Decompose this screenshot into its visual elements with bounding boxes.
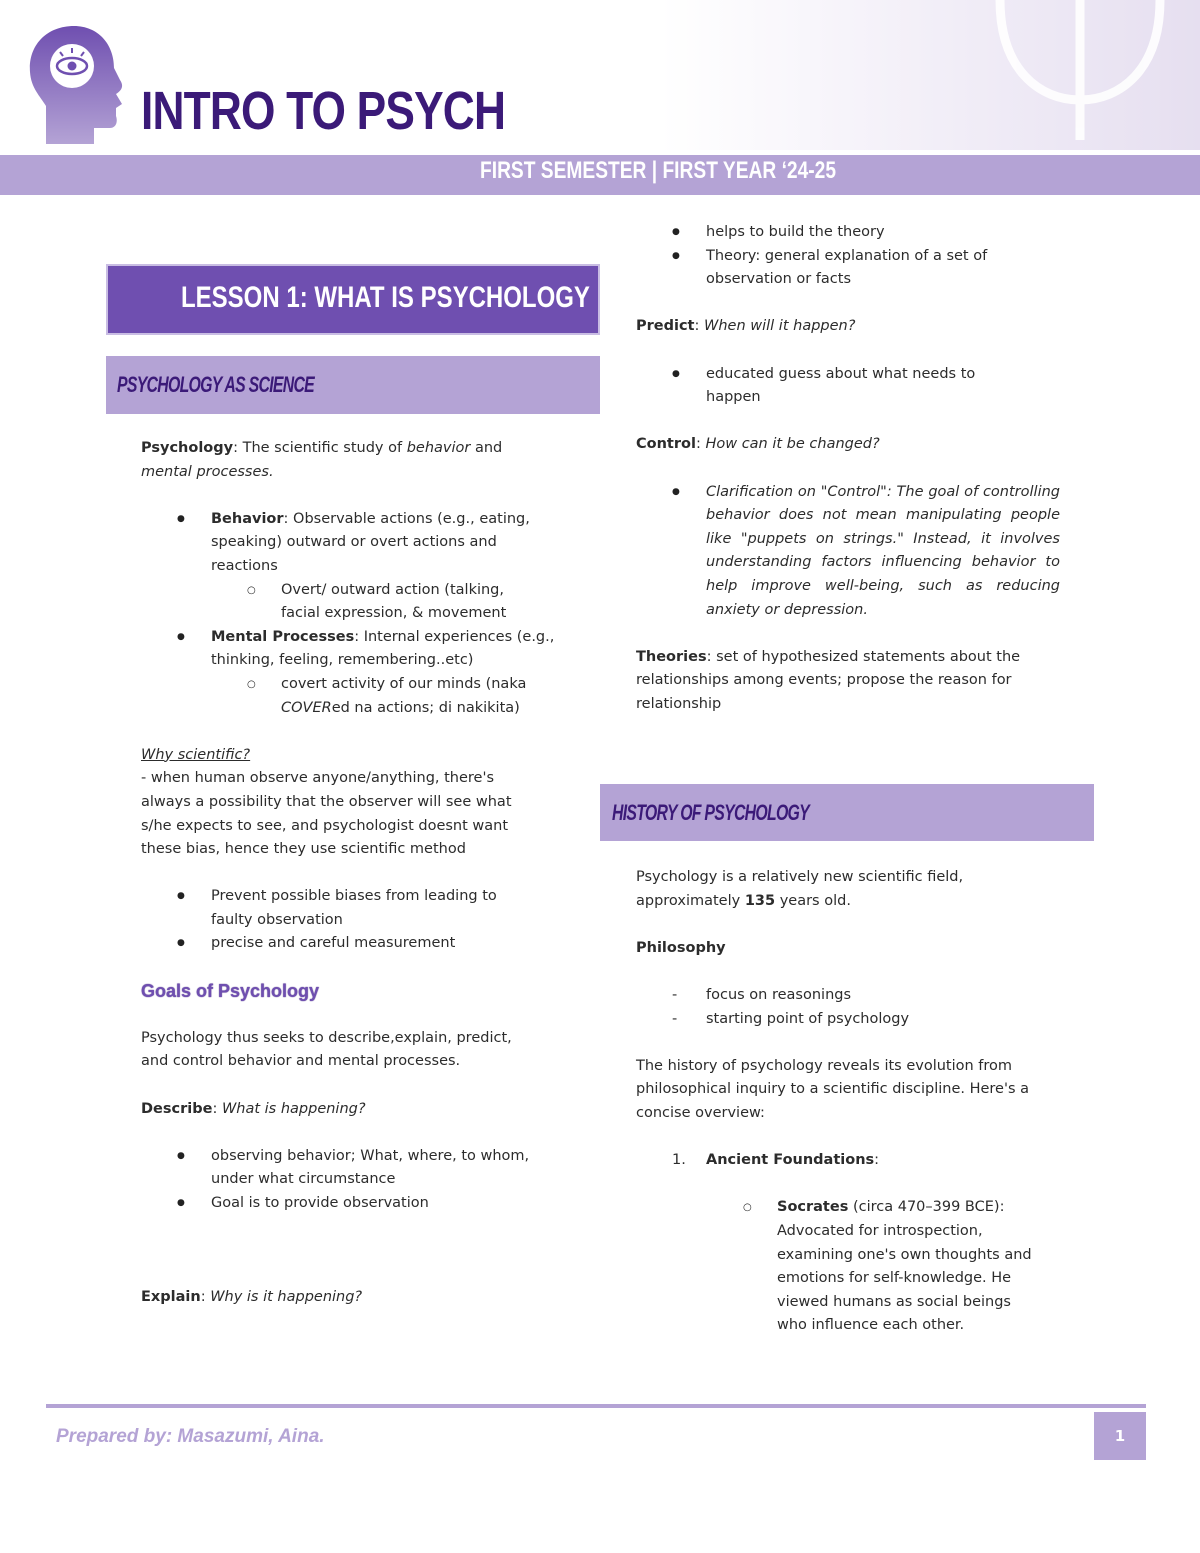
- philosophy-heading: Philosophy: [636, 939, 726, 956]
- section-heading-history-of-psychology: HISTORY OF PSYCHOLOGY: [612, 800, 810, 825]
- list-item: ● Prevent possible biases from leading to faulty observation: [211, 885, 581, 932]
- list-item: ○ Socrates (circa 470–399 BCE): Advocated for introspection, examining one's own thoughts and emotions for self-knowledge. He viewed humans as social beings who influence each other.: [777, 1196, 1076, 1338]
- head-eye-logo-icon: [24, 22, 128, 148]
- prepared-by: Prepared by: Masazumi, Aina.: [56, 1426, 325, 1447]
- list-item: ● precise and careful measurement: [211, 932, 581, 956]
- psychology-bullets: [141, 508, 581, 720]
- why-scientific-heading: Why scientific?: [141, 746, 251, 763]
- page-number: 1: [1094, 1412, 1146, 1460]
- right-column: ● helps to build the theory ● Theory: general explanation of a set of observation or facts Predict: When will it happen? ● educated guess about what needs to happen Control: How can it be changed? ● Clarification on "Control": The goal of controlling behavior does not mean manipulating people like "puppets on strings." Instead, it involves understanding factors influencing behavior to help improve well-being, such as reducing anxiety or depression. Theories: set of hypothesized statements about the relationships among events; propose the reason for relationship: [636, 221, 1060, 716]
- list-item: ● observing behavior; What, where, to whom, under what circumstance: [211, 1145, 581, 1192]
- footer-divider: [46, 1404, 1146, 1408]
- psychology-definition: Psychology: The scientific study of behavior and: [141, 440, 503, 456]
- section-heading-psychology-as-science: PSYCHOLOGY AS SCIENCE: [117, 372, 315, 397]
- list-item: ● Mental Processes: Internal experiences (e.g., thinking, feeling, remembering..etc) ○ covert activity of our minds (naka COVERed na actions; di nakikita): [211, 626, 581, 720]
- list-item: ○ covert activity of our minds (naka COVERed na actions; di nakikita): [281, 673, 581, 720]
- control-heading: Control: How can it be changed?: [636, 436, 880, 453]
- list-item: - focus on reasonings: [706, 984, 1076, 1008]
- predict-heading: Predict: When will it happen?: [636, 318, 856, 335]
- history-column: Psychology is a relatively new scientific field, approximately 135 years old. Philosophy - focus on reasonings - starting point of psychology The history of psychology reveals its evolution from philosophical inquiry to a scientific discipline. Here's a concise overview: 1. Ancient Foundations: ○ Socrates (circa 470–399 BCE): Advocated for introspection, examining one's own thoughts and emotions for self-knowledge. He viewed humans as social beings who influence each other.: [636, 866, 1076, 1338]
- lesson-heading: LESSON 1: WHAT IS PSYCHOLOGY: [181, 281, 590, 314]
- semester-label: FIRST SEMESTER | FIRST YEAR ‘24-25: [480, 157, 837, 184]
- list-item: ● Behavior: Observable actions (e.g., eating, speaking) outward or overt actions and reactions ○ Overt/ outward action (talking, facial expression, & movement: [211, 508, 581, 626]
- list-item: ● educated guess about what needs to happen: [706, 363, 1060, 410]
- describe-heading: Describe: What is happening?: [141, 1100, 366, 1117]
- list-item: ○ Overt/ outward action (talking, facial expression, & movement: [281, 579, 581, 626]
- list-item: - starting point of psychology: [706, 1008, 1076, 1032]
- list-item: ● Clarification on "Control": The goal of controlling behavior does not mean manipulating people like "puppets on strings." Instead, it involves understanding factors influencing behavior to help improve well-being, such as reducing anxiety or depression.: [706, 481, 1060, 623]
- left-column: Psychology: The scientific study of behavior and mental processes. ● Behavior: Observable actions (e.g., eating, speaking) outward or overt actions and reactions ○ Overt/ outward action (talking, facial expression, & movement ● Mental Processes: Internal experiences (e.g., thinking, feeling, remembering..etc) ○ covert activity of our minds (naka COVERed na actions; di nakikita) Why scientific? - when human observe anyone/anything, there's always a possibility that the observer will see what s/he expects to see, and psychologist doesnt want these bias, hence they use scientific method ● Prevent possible biases from leading to faulty observation ● precise and careful measurement Goals of Psychology Psychology thus seeks to describe,explain, predict, and control behavior and mental processes. Describe: What is happening? ● observing behavior; What, where, to whom, under what circumstance ● Goal is to provide observation Explain: Why is it happening?: [141, 437, 581, 1310]
- list-item: 1. Ancient Foundations:: [672, 1152, 880, 1169]
- explain-heading: Explain: Why is it happening?: [141, 1289, 363, 1306]
- goals-heading: Goals of Psychology: [141, 980, 320, 1001]
- theories-definition: Theories: set of hypothesized statements about the: [636, 648, 1021, 665]
- list-item: ● Theory: general explanation of a set of observation or facts: [706, 245, 1060, 292]
- list-item: ● helps to build the theory: [706, 221, 1060, 245]
- document-title: INTRO TO PSYCH: [141, 81, 506, 141]
- psi-symbol-icon: [980, 0, 1180, 140]
- list-item: ● Goal is to provide observation: [211, 1192, 581, 1216]
